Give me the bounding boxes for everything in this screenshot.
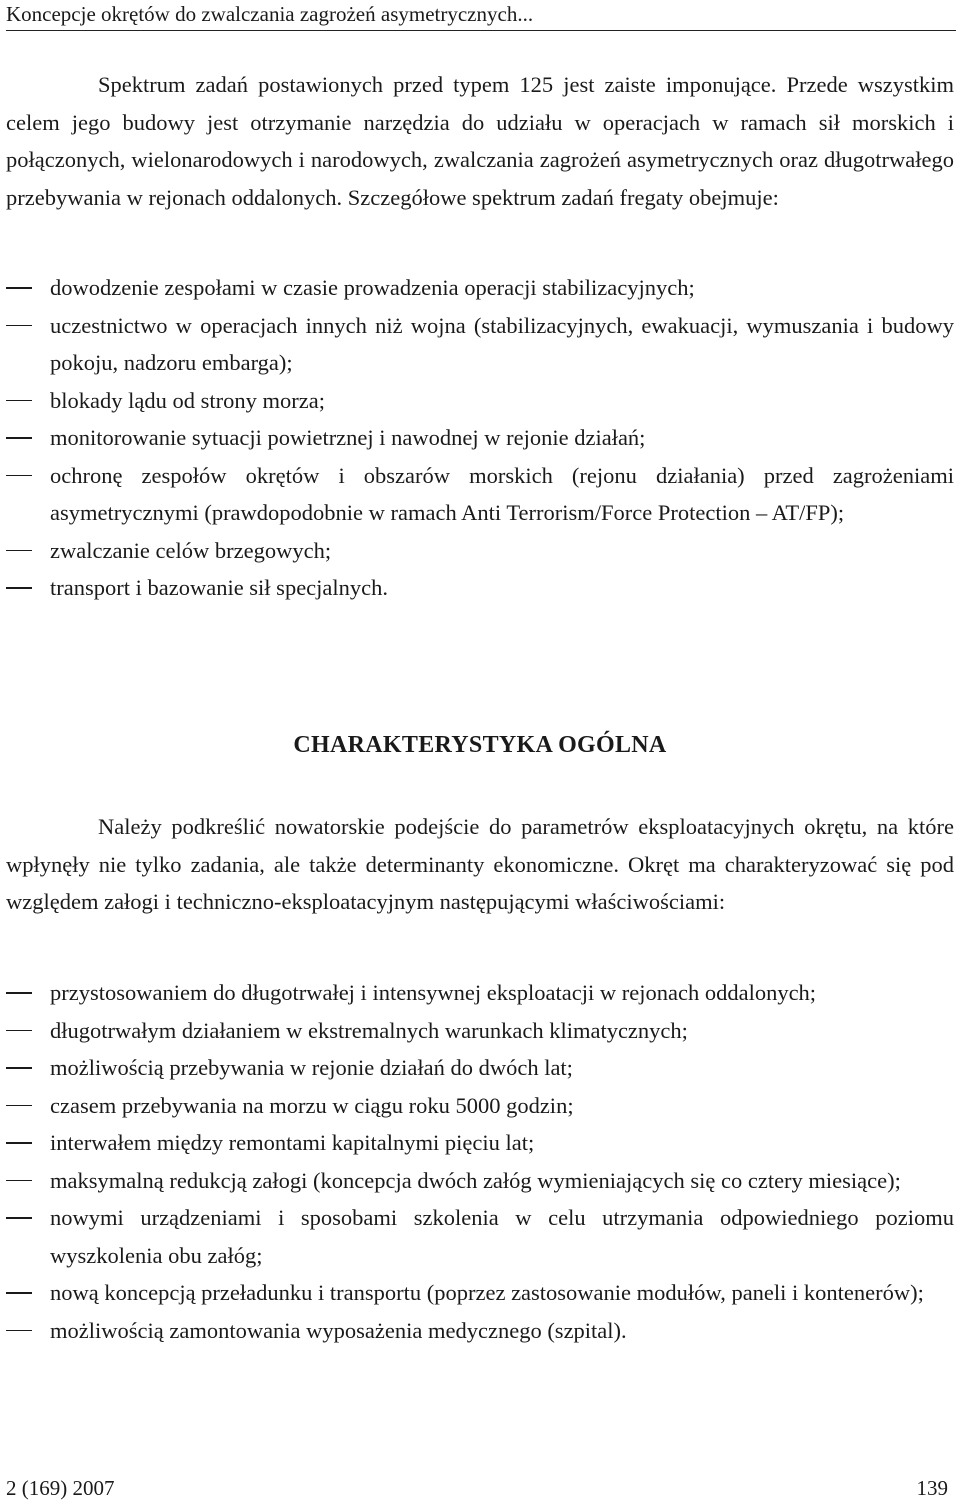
list-item-text: uczestnictwo w operacjach innych niż wojna (stabilizacyjnych, ewakuacji, wymuszania i budowy pokoju, nadzoru embarga); xyxy=(50,312,954,375)
task-list xyxy=(6,269,954,607)
dash-bullet-icon xyxy=(6,400,32,402)
dash-bullet-icon xyxy=(6,1067,32,1069)
page-number: 139 xyxy=(916,1476,948,1500)
list-item-text: długotrwałym działaniem w ekstremalnych warunkach klimatycznych; xyxy=(50,1017,688,1043)
dash-bullet-icon xyxy=(6,587,32,589)
dash-bullet-icon xyxy=(6,287,32,289)
list-item-text: możliwością zamontowania wyposażenia medycznego (szpital). xyxy=(50,1317,627,1343)
list-item-text: blokady lądu od strony morza; xyxy=(50,387,325,413)
dash-bullet-icon xyxy=(6,325,32,327)
list-item xyxy=(6,569,954,607)
issue-number: 2 (169) 2007 xyxy=(6,1476,115,1500)
dash-bullet-icon xyxy=(6,1217,32,1219)
list-item xyxy=(6,1012,954,1050)
list-item xyxy=(6,974,954,1012)
list-item-text: dowodzenie zespołami w czasie prowadzenia operacji stabilizacyjnych; xyxy=(50,275,695,300)
characteristics-paragraph: Należy podkreślić nowatorskie podejście do parametrów eksploatacyjnych okrętu, na które wpłynęły nie tylko zadania, ale także determinanty ekonomiczne. Okręt ma charakteryzować się pod względem załogi i techniczno-eksploatacyjnym następującymi właściwościami: xyxy=(6,814,954,914)
list-item xyxy=(6,532,954,570)
dash-bullet-icon xyxy=(6,1030,32,1032)
list-item-text: czasem przebywania na morzu w ciągu roku 5000 godzin; xyxy=(50,1092,574,1118)
list-item-text: przystosowaniem do długotrwałej i intensywnej eksploatacji w rejonach oddalonych; xyxy=(50,980,817,1005)
list-item-text: monitorowanie sytuacji powietrznej i nawodnej w rejonie działań; xyxy=(50,425,646,450)
dash-bullet-icon xyxy=(6,992,32,994)
dash-bullet-icon xyxy=(6,1292,32,1294)
list-item-text: możliwością przebywania w rejonie działań do dwóch lat; xyxy=(50,1055,573,1080)
list-item xyxy=(6,269,954,307)
dash-bullet-icon xyxy=(6,437,32,439)
running-header: Koncepcje okrętów do zwalczania zagrożeń asymetrycznych... xyxy=(6,0,956,31)
list-item xyxy=(6,307,954,382)
list-item xyxy=(6,419,954,457)
dash-bullet-icon xyxy=(6,550,32,552)
list-item xyxy=(6,1274,954,1312)
dash-bullet-icon xyxy=(6,475,32,477)
properties-list xyxy=(6,974,954,1349)
list-item-text: zwalczanie celów brzegowych; xyxy=(50,537,332,563)
list-item-text: maksymalną redukcją załogi (koncepcja dwóch załóg wymieniających się co cztery miesiące); xyxy=(50,1167,901,1193)
dash-bullet-icon xyxy=(6,1105,32,1107)
list-item xyxy=(6,1312,954,1350)
list-item-text: interwałem między remontami kapitalnymi pięciu lat; xyxy=(50,1130,535,1155)
section-heading: CHARAKTERYSTYKA OGÓLNA xyxy=(293,732,667,758)
list-item xyxy=(6,1162,954,1200)
list-item xyxy=(6,1199,954,1274)
intro-paragraph: Spektrum zadań postawionych przed typem 125 jest zaiste imponujące. Przede wszystkim celem jego budowy jest otrzymanie narzędzia do udziału w operacjach w ramach sił morskich i połączonych, wielonarodowych i narodowych, zwalczania zagrożeń asymetrycznych oraz długotrwałego przebywania w rejonach oddalonych. Szczegółowe spektrum zadań fregaty obejmuje: xyxy=(6,72,954,210)
list-item-text: nowymi urządzeniami i sposobami szkolenia w celu utrzymania odpowiedniego poziomu wyszkolenia obu załóg; xyxy=(50,1205,954,1268)
dash-bullet-icon xyxy=(6,1180,32,1182)
list-item xyxy=(6,457,954,532)
dash-bullet-icon xyxy=(6,1142,32,1144)
list-item xyxy=(6,1087,954,1125)
list-item xyxy=(6,382,954,420)
dash-bullet-icon xyxy=(6,1330,32,1332)
list-item-text: nową koncepcją przeładunku i transportu (poprzez zastosowanie modułów, paneli i kontenerów); xyxy=(50,1280,924,1305)
list-item xyxy=(6,1124,954,1162)
list-item xyxy=(6,1049,954,1087)
list-item-text: transport i bazowanie sił specjalnych. xyxy=(50,575,389,600)
list-item-text: ochronę zespołów okrętów i obszarów morskich (rejonu działania) przed zagrożeniami asymetrycznymi (prawdopodobnie w ramach Anti Terrorism/Force Protection – AT/FP); xyxy=(50,462,954,525)
